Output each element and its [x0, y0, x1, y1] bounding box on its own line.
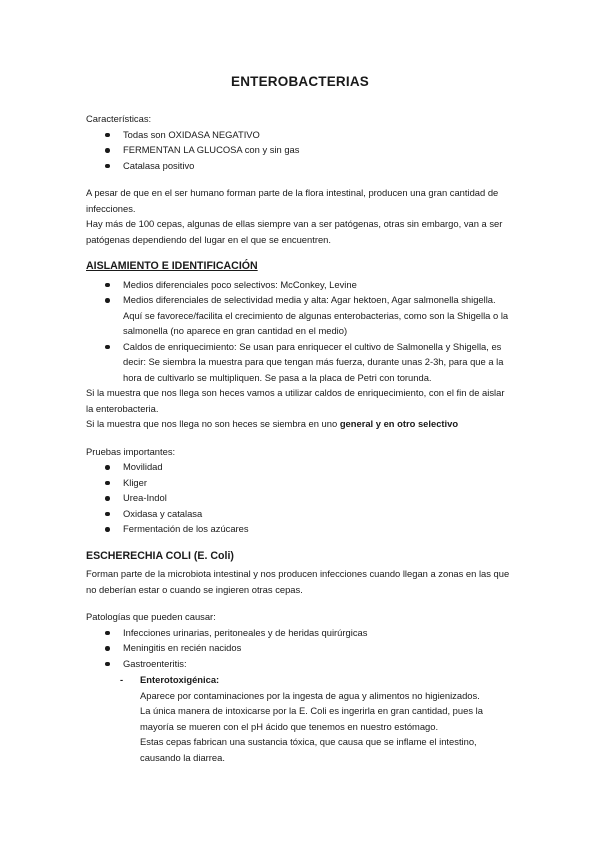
- list-item: Infecciones urinarias, peritoneales y de heridas quirúrgicas: [86, 625, 514, 641]
- list-item: Movilidad: [86, 459, 514, 475]
- note-bold-text: general y en otro selectivo: [339, 418, 459, 429]
- list-item: Medios diferenciales de selectividad media y alta: Agar hektoen, Agar salmonella shigella. Aquí se favorece/facilita el crecimiento de algunas enterobacterias, como son la Shigella o la salmonella (no aparece en gran cantidad en el medio): [86, 292, 514, 339]
- list-item: Caldos de enriquecimiento: Se usan para enriquecer el cultivo de Salmonella y Shigella, es decir: Se siembra la muestra para que tengan más fuerza, durante unas 2-3h, para que a la hora de cultivarlo se multipliquen. Se pasa a la placa de Petri con torunda.: [86, 339, 514, 386]
- list-item: Medios diferenciales poco selectivos: McConkey, Levine: [86, 277, 514, 293]
- enterotoxigenica-body: [86, 688, 514, 766]
- list-item: Meningitis en recién nacidos: [86, 640, 514, 656]
- list-item: Oxidasa y catalasa: [86, 506, 514, 522]
- enterotoxigenica-line-2: La única manera de intoxicarse por la E. Coli es ingerirla en gran cantidad, pues la mayoría se mueren con el pH ácido que tenemos en nuestro estómago.: [140, 705, 483, 732]
- intro-paragraph-2: Hay más de 100 cepas, algunas de ellas siempre van a ser patógenas, otras sin embargo, van a ser patógenas dependiendo del lugar en el que se encuentren.: [86, 218, 503, 245]
- caracteristicas-label: Características:: [86, 113, 152, 124]
- aislamiento-note-2: [86, 416, 514, 432]
- aislamiento-list: [86, 277, 514, 386]
- enterotoxigenica-title: - Enterotoxigénica:: [86, 672, 514, 688]
- note-text: Si la muestra que nos llega no son heces se siembra en uno: [86, 418, 340, 429]
- document-title: ENTEROBACTERIAS: [230, 74, 369, 89]
- pruebas-label: Pruebas importantes:: [86, 445, 176, 457]
- gastroenteritis-sublist: [86, 672, 514, 688]
- caracteristicas-list: [86, 127, 514, 174]
- aislamiento-note-1: Si la muestra que nos llega son heces vamos a utilizar caldos de enriquecimiento, con el fin de aislar la enterobacteria.: [86, 387, 505, 414]
- aislamiento-heading: AISLAMIENTO E IDENTIFICACIÓN: [86, 260, 258, 272]
- enterotoxigenica-line-1: Aparece por contaminaciones por la ingesta de agua y alimentos no higienizados.: [140, 689, 480, 701]
- list-item: Todas son OXIDASA NEGATIVO: [86, 127, 514, 143]
- patologias-list: [86, 625, 514, 672]
- patologias-label: Patologías que pueden causar:: [86, 611, 216, 622]
- list-item: Gastroenteritis:: [86, 656, 514, 672]
- list-item: Kliger: [86, 475, 514, 491]
- list-item: Catalasa positivo: [86, 158, 514, 174]
- list-item: Fermentación de los azúcares: [86, 521, 514, 537]
- enterotoxigenica-line-3: Estas cepas fabrican una sustancia tóxica, que causa que se inflame el intestino, causando la diarrea.: [140, 736, 477, 763]
- ecoli-intro: Forman parte de la microbiota intestinal y nos producen infecciones cuando llegan a zonas en las que no deberían estar o cuando se ingieren otras cepas.: [86, 568, 510, 595]
- ecoli-heading: ESCHERECHIA COLI (E. Coli): [86, 549, 234, 562]
- list-item: FERMENTAN LA GLUCOSA con y sin gas: [86, 142, 514, 158]
- pruebas-list: [86, 459, 514, 537]
- list-item: Urea-Indol: [86, 490, 514, 506]
- intro-paragraph-1: A pesar de que en el ser humano forman parte de la flora intestinal, producen una gran cantidad de infecciones.: [86, 187, 499, 214]
